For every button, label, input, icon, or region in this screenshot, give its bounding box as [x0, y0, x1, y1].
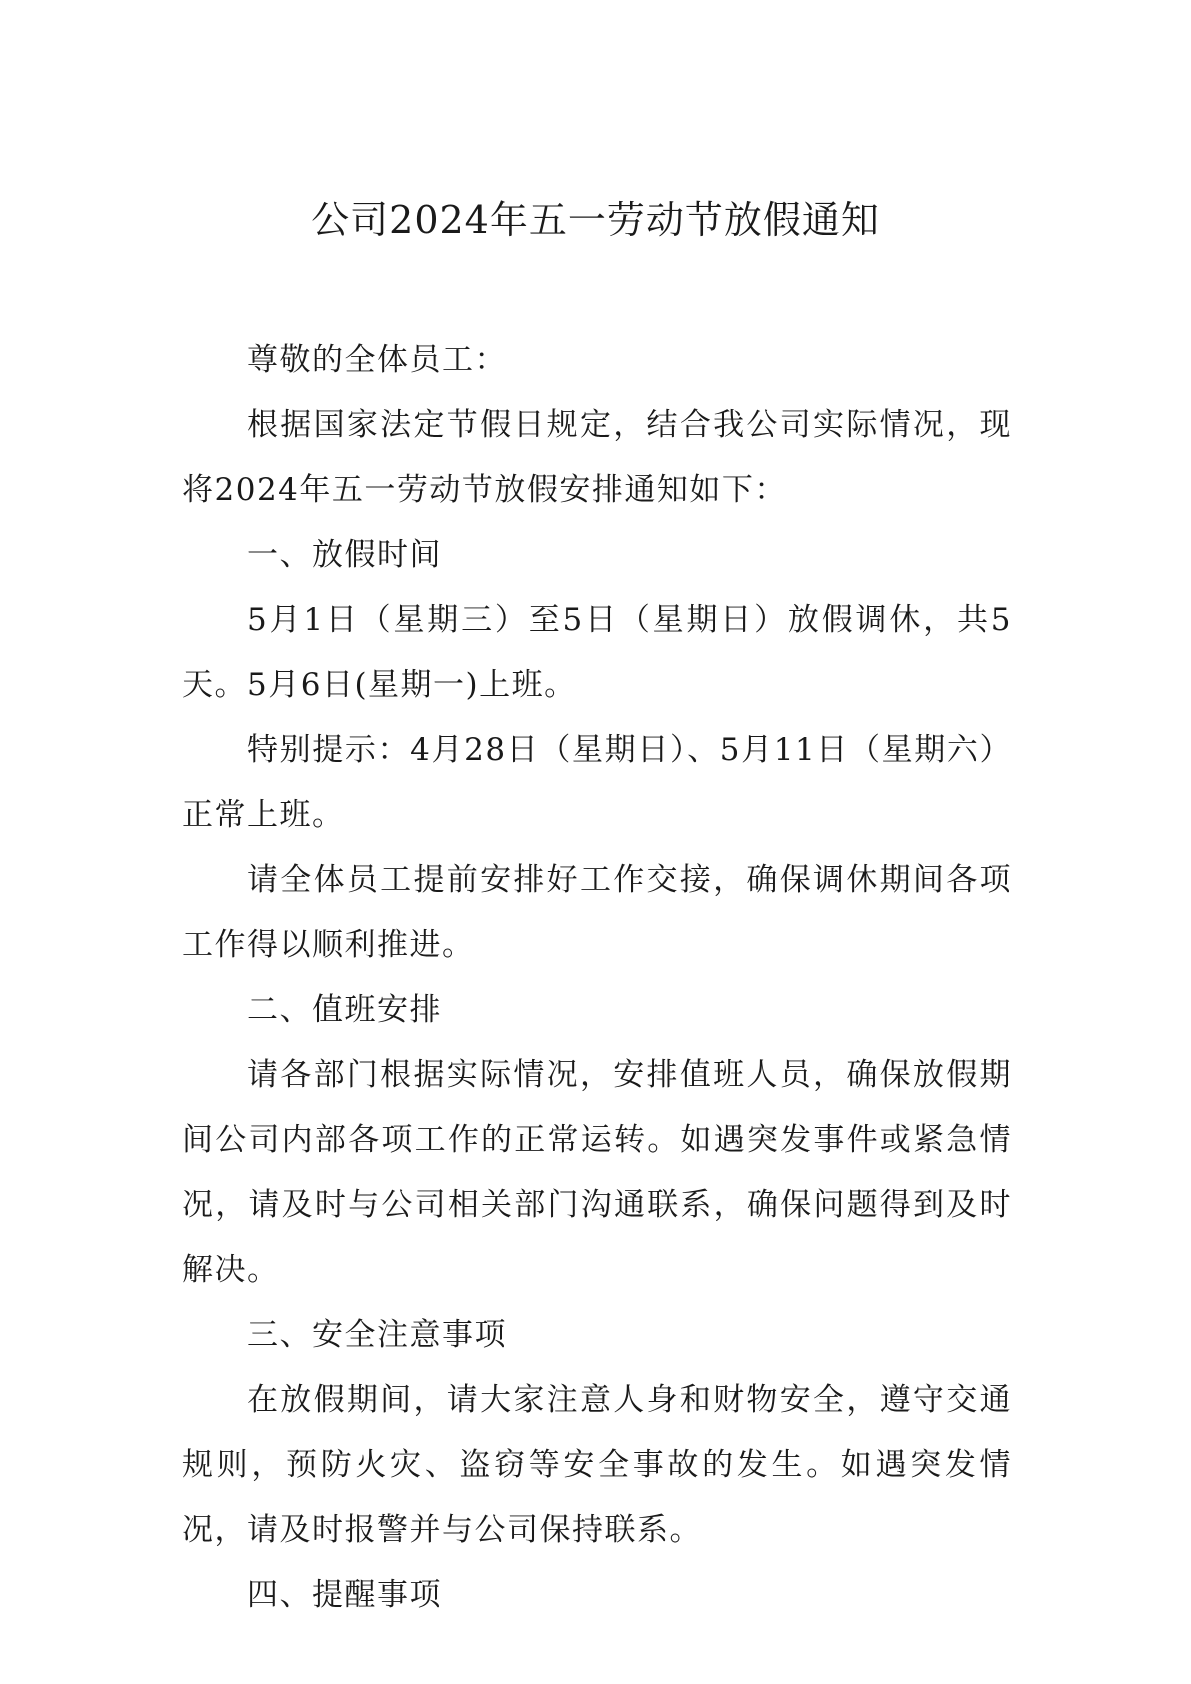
duty-paragraph: 请各部门根据实际情况，安排值班人员，确保放假期间公司内部各项工作的正常运转。如遇突发事件或紧急情况，请及时与公司相关部门沟通联系，确保问题得到及时解决。 — [182, 1057, 1012, 1288]
intro-paragraph: 根据国家法定节假日规定，结合我公司实际情况，现将2024年五一劳动节放假安排通知如下： — [182, 407, 1012, 508]
document-body — [182, 328, 1012, 1628]
section-heading-holiday-time: 一、放假时间 — [247, 537, 442, 573]
document-title: 公司2024年五一劳动节放假通知 — [311, 198, 880, 242]
safety-paragraph: 在放假期间，请大家注意人身和财物安全，遵守交通规则，预防火灾、盗窃等安全事故的发生。如遇突发情况，请及时报警并与公司保持联系。 — [182, 1382, 1012, 1548]
holiday-dates-paragraph: 5月1日（星期三）至5日（星期日）放假调休，共5天。5月6日(星期一)上班。 — [182, 602, 1012, 703]
handover-paragraph: 请全体员工提前安排好工作交接，确保调休期间各项工作得以顺利推进。 — [182, 862, 1012, 963]
section-heading-safety: 三、安全注意事项 — [247, 1317, 507, 1353]
section-heading-reminders: 四、提醒事项 — [247, 1577, 442, 1613]
salutation: 尊敬的全体员工： — [247, 342, 507, 378]
section-heading-duty: 二、值班安排 — [247, 992, 442, 1028]
special-notice-paragraph: 特别提示：4月28日（星期日）、5月11日（星期六）正常上班。 — [182, 732, 1012, 833]
